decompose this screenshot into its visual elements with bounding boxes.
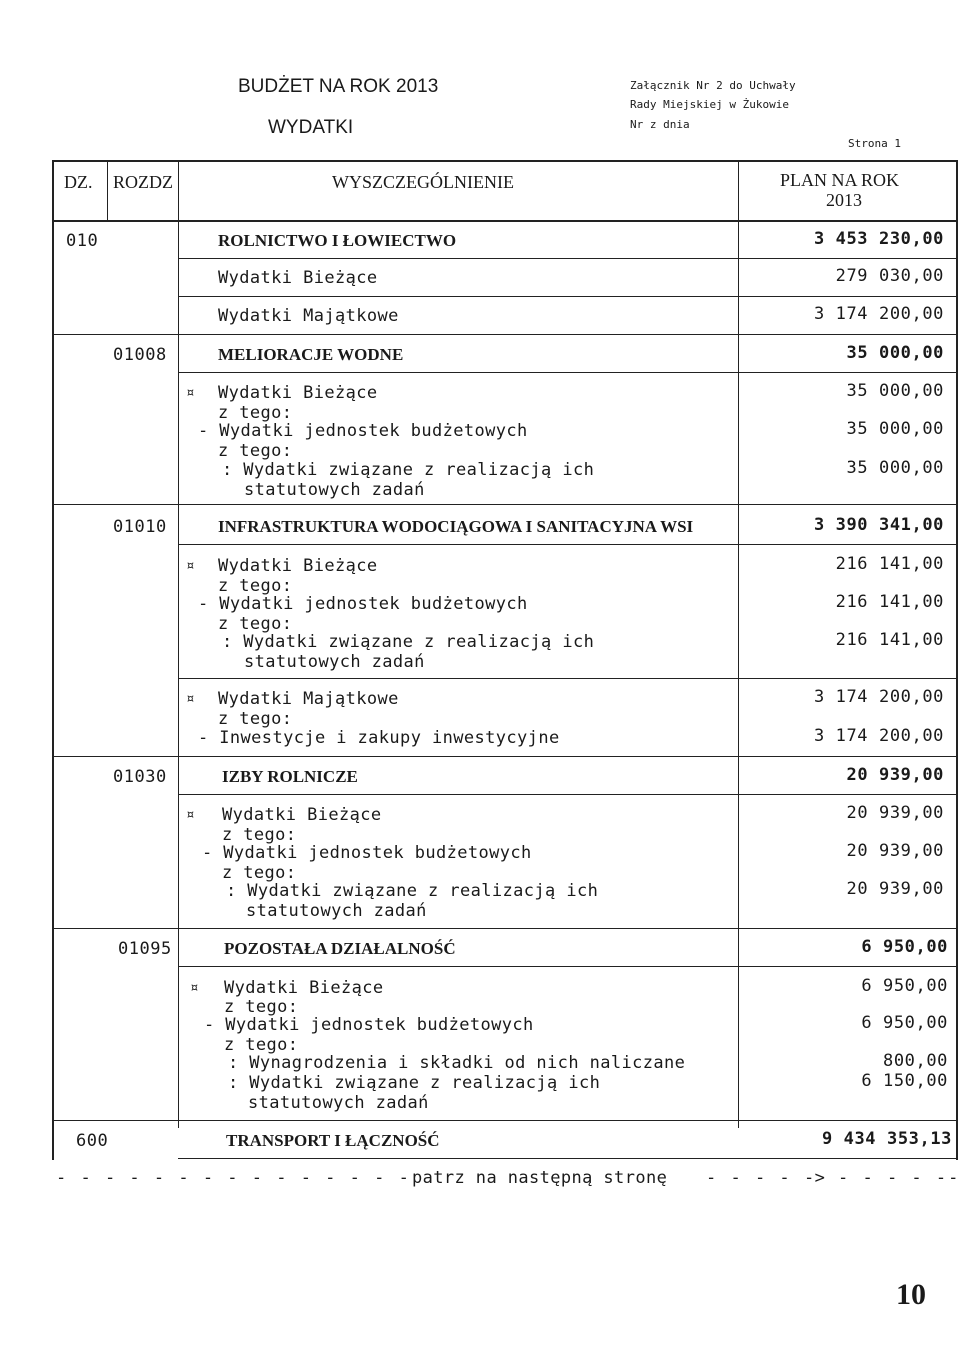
row-separator — [178, 258, 958, 259]
row-separator — [52, 756, 957, 757]
col-header-rozdz: ROZDZ — [113, 172, 173, 192]
row-label: Wydatki Majątkowe — [218, 689, 399, 709]
row-label: z tego: — [222, 863, 297, 883]
row-label: Wydatki Bieżące — [224, 978, 384, 998]
attachment-line-1: Załącznik Nr 2 do Uchwały — [630, 79, 796, 92]
row-value: 35 000,00 — [846, 419, 944, 439]
row-value: 216 141,00 — [835, 554, 944, 574]
row-label: z tego: — [222, 825, 297, 845]
footer-dashes-mid: - - - - — [706, 1168, 792, 1188]
row-value: 3 174 200,00 — [813, 726, 944, 746]
row-label: - Wydatki jednostek budżetowych — [198, 421, 528, 441]
col-header-dz: DZ. — [64, 172, 93, 192]
row-value: 279 030,00 — [835, 266, 944, 286]
col-header-plan-year: 2013 — [826, 190, 862, 210]
col-rozdz-divider — [178, 160, 179, 1128]
section-title: MELIORACJE WODNE — [218, 345, 404, 364]
row-label: - Wydatki jednostek budżetowych — [198, 594, 528, 614]
row-separator — [178, 794, 958, 795]
section-title: POZOSTAŁA DZIAŁALNOŚĆ — [224, 939, 456, 958]
continue-arrow: -> — [804, 1168, 826, 1188]
continue-note: patrz na następną stronę — [412, 1168, 668, 1188]
page-indicator: Strona 1 — [848, 137, 901, 150]
square-bullet-icon: ¤ — [190, 980, 199, 996]
section-title: INFRASTRUKTURA WODOCIĄGOWA I SANITACYJNA WSI — [218, 517, 694, 536]
col-header-description: WYSZCZEGÓLNIENIE — [332, 172, 514, 192]
row-label: z tego: — [224, 997, 299, 1017]
budget-subtitle: WYDATKI — [268, 117, 354, 138]
row-value: 3 174 200,00 — [813, 304, 944, 324]
row-label: z tego: — [218, 441, 293, 461]
square-bullet-icon: ¤ — [186, 691, 195, 707]
table-right-border — [956, 160, 958, 1160]
footer-dashes-left: - - - - - - - - - - - - - - - — [56, 1168, 411, 1188]
row-label: statutowych zadań — [248, 1093, 429, 1113]
row-label: : Wydatki związane z realizacją ich — [226, 881, 599, 901]
page-number: 10 — [896, 1278, 926, 1311]
row-label: Wydatki Bieżące — [218, 383, 378, 403]
footer-dashes-right: - - - - -- — [838, 1168, 960, 1188]
section-value: 6 950,00 — [861, 937, 948, 957]
rozdz-code: 01008 — [113, 345, 167, 365]
section-title: IZBY ROLNICZE — [222, 767, 358, 786]
rozdz-code: 01030 — [113, 767, 167, 787]
row-separator — [178, 966, 958, 967]
row-label: z tego: — [218, 709, 293, 729]
col-dz-divider — [107, 160, 108, 222]
dz-code: 010 — [66, 231, 99, 251]
row-label: z tego: — [218, 576, 293, 596]
row-label: - Wydatki jednostek budżetowych — [204, 1015, 534, 1035]
row-label: z tego: — [224, 1035, 299, 1055]
section-title: ROLNICTWO I ŁOWIECTWO — [218, 231, 457, 250]
row-value: 800,00 — [882, 1051, 948, 1071]
section-value: 35 000,00 — [846, 343, 944, 363]
row-separator — [178, 372, 958, 373]
row-separator — [52, 334, 957, 335]
row-value: 35 000,00 — [846, 381, 944, 401]
row-value: 3 174 200,00 — [813, 687, 944, 707]
square-bullet-icon: ¤ — [186, 385, 195, 401]
row-label: : Wydatki związane z realizacją ich — [228, 1073, 601, 1093]
col-desc-divider — [738, 160, 739, 1128]
section-value: 20 939,00 — [846, 765, 944, 785]
attachment-line-2: Rady Miejskiej w Żukowie — [630, 98, 789, 111]
row-label: z tego: — [218, 614, 293, 634]
row-value: 20 939,00 — [846, 803, 944, 823]
row-label: Wydatki Majątkowe — [218, 306, 399, 326]
table-left-border — [52, 160, 54, 1160]
section-value: 3 390 341,00 — [813, 515, 944, 535]
row-separator — [52, 928, 957, 929]
row-label: statutowych zadań — [244, 480, 425, 500]
row-separator — [52, 1120, 957, 1121]
row-value: 216 141,00 — [835, 630, 944, 650]
square-bullet-icon: ¤ — [186, 807, 195, 823]
row-label: statutowych zadań — [244, 652, 425, 672]
budget-title: BUDŻET NA ROK 2013 — [238, 76, 439, 97]
row-separator — [178, 1158, 958, 1159]
row-separator — [178, 678, 958, 679]
row-label: Wydatki Bieżące — [218, 556, 378, 576]
rozdz-code: 01010 — [113, 517, 167, 537]
row-label: : Wydatki związane z realizacją ich — [222, 632, 595, 652]
header-bottom-border — [52, 220, 957, 222]
row-value: 20 939,00 — [846, 879, 944, 899]
row-label: statutowych zadań — [246, 901, 427, 921]
attachment-line-3: Nr z dnia — [630, 118, 690, 131]
row-label: Wydatki Bieżące — [222, 805, 382, 825]
table-top-border — [52, 160, 957, 162]
section-title: TRANSPORT I ŁĄCZNOŚĆ — [226, 1131, 440, 1150]
row-value: 216 141,00 — [835, 592, 944, 612]
row-separator — [52, 504, 957, 505]
row-label: : Wydatki związane z realizacją ich — [222, 460, 595, 480]
row-value: 20 939,00 — [846, 841, 944, 861]
row-value: 6 150,00 — [861, 1071, 948, 1091]
square-bullet-icon: ¤ — [186, 558, 195, 574]
dz-code: 600 — [76, 1131, 109, 1151]
row-label: z tego: — [218, 403, 293, 423]
row-label: Wydatki Bieżące — [218, 268, 378, 288]
row-value: 35 000,00 — [846, 458, 944, 478]
rozdz-code: 01095 — [118, 939, 172, 959]
row-value: 6 950,00 — [861, 1013, 948, 1033]
row-label: : Wynagrodzenia i składki od nich naliczane — [228, 1053, 686, 1073]
section-value: 3 453 230,00 — [813, 229, 944, 249]
row-separator — [178, 544, 958, 545]
row-label: - Wydatki jednostek budżetowych — [202, 843, 532, 863]
row-label: - Inwestycje i zakupy inwestycyjne — [198, 728, 560, 748]
row-separator — [178, 296, 958, 297]
col-header-plan: PLAN NA ROK — [780, 170, 900, 190]
section-value: 9 434 353,13 — [821, 1129, 952, 1149]
row-value: 6 950,00 — [861, 976, 948, 996]
